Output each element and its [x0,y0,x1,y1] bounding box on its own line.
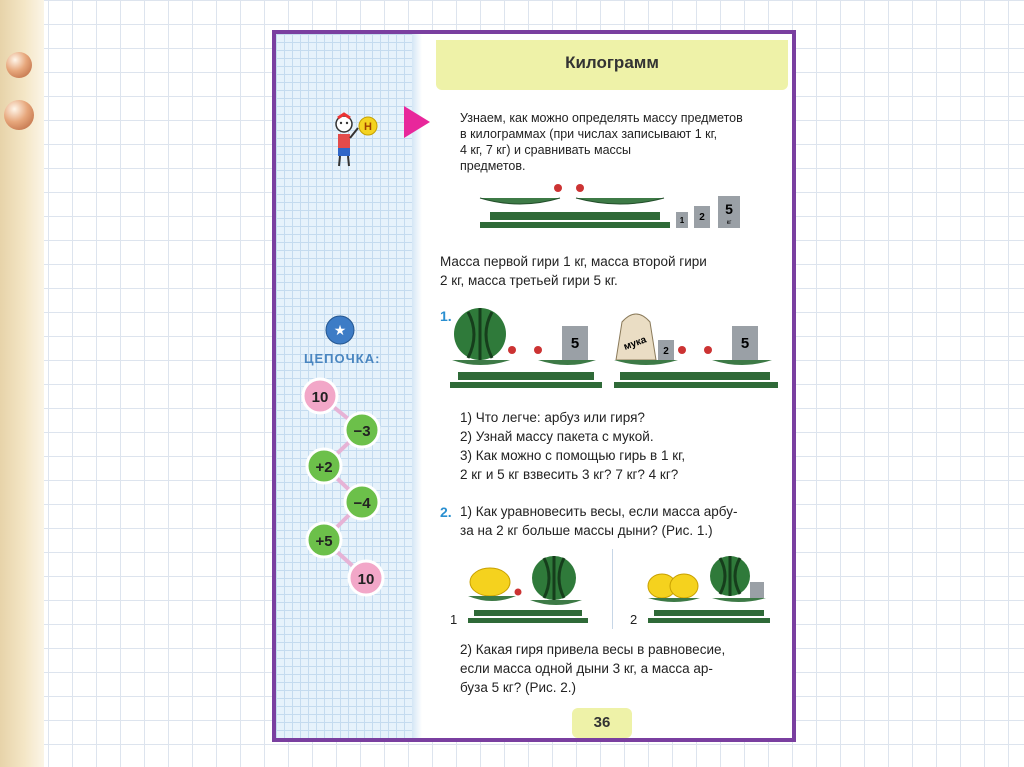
task-number: 1. [440,308,452,324]
chain-item [307,449,341,483]
task1-questions [460,408,785,484]
chain-label: ЦЕПОЧКА: [304,351,381,366]
question-line: 2) Какая гиря привела весы в равновесие, [460,642,726,657]
chain-item [349,561,383,595]
weights-statement [440,252,785,290]
chain-item [307,523,341,557]
question-line: за на 2 кг больше массы дыни? (Рис. 1.) [460,523,713,538]
melon-icon [670,574,698,598]
pointer-arrow-icon [404,106,430,138]
bag-label: мука [622,334,649,353]
sidebar-edge [412,34,422,738]
chain-value: −3 [353,423,371,440]
chain-item [345,485,379,519]
weight-icon [732,326,758,360]
question-line: 2) Узнай массу пакета с мукой. [460,429,654,444]
intro-line: предметов. [460,159,526,173]
weight-icon [750,582,764,598]
title-banner [436,40,788,90]
svg-text:★: ★ [333,323,347,339]
statement-line: Масса первой гири 1 кг, масса второй гири [440,254,707,269]
chain-value: +5 [315,533,333,550]
chain-item [303,379,337,413]
chain-value: +2 [315,459,333,476]
task2-part1 [460,502,785,540]
page-number: 36 [572,708,632,738]
weight-icon [718,196,740,228]
watermelon-icon [710,556,750,596]
question-line: 1) Что легче: арбуз или гиря? [460,410,645,425]
figure-divider [612,549,613,629]
weight-value: 5 [740,335,750,352]
figure1-illustration [464,552,594,626]
weight-value: 1 [679,216,685,225]
chain-value: −4 [353,495,371,512]
weight-value: 2 [663,346,669,357]
weight-icon [562,326,588,360]
task1-illustration [450,306,782,398]
statement-line: 2 кг, масса третьей гири 5 кг. [440,273,618,288]
decorative-left-strip [0,0,44,767]
task2-part2 [460,640,785,697]
watermelon-icon [532,556,576,600]
task-number: 2. [440,504,452,520]
page-title: Килограмм [565,53,659,72]
pearl-decoration [4,100,34,130]
watermelon-icon [454,308,506,360]
mascot-letter: Н [364,121,372,133]
intro-line: Узнаем, как можно определять массу предметов [460,111,743,125]
textbook-page [272,30,796,742]
intro-paragraph [460,110,780,174]
pearl-decoration [6,52,32,78]
chain-value: 10 [357,571,375,588]
question-line: если масса одной дыни 3 кг, а масса ар- [460,661,713,676]
flour-bag-icon [616,314,656,360]
weight-value: 5 [570,335,580,352]
question-line: буза 5 кг? (Рис. 2.) [460,680,577,695]
weight-value: 5 [725,201,733,217]
melon-icon [470,568,510,596]
weight-icon [658,340,674,360]
figure-label: 1 [450,612,458,627]
chain-value: 10 [311,389,329,406]
question-line: 1) Как уравновесить весы, если масса арбу- [460,504,738,519]
figure2-illustration [644,552,774,626]
weight-value: 2 [699,212,705,223]
chain-item [345,413,379,447]
weight-icon [676,212,688,228]
intro-line: в килограммах (при числах записывают 1 кг, [460,127,718,141]
scale-illustration [480,180,760,234]
question-line: 3) Как можно с помощью гирь в 1 кг, [460,448,686,463]
weight-unit: кг [726,220,732,226]
intro-line: 4 кг, 7 кг) и сравнивать массы [460,143,632,157]
weight-icon [694,206,710,228]
question-line: 2 кг и 5 кг взвесить 3 кг? 7 кг? 4 кг? [460,467,679,482]
figure-label: 2 [630,612,638,627]
chain-diagram [276,34,412,634]
